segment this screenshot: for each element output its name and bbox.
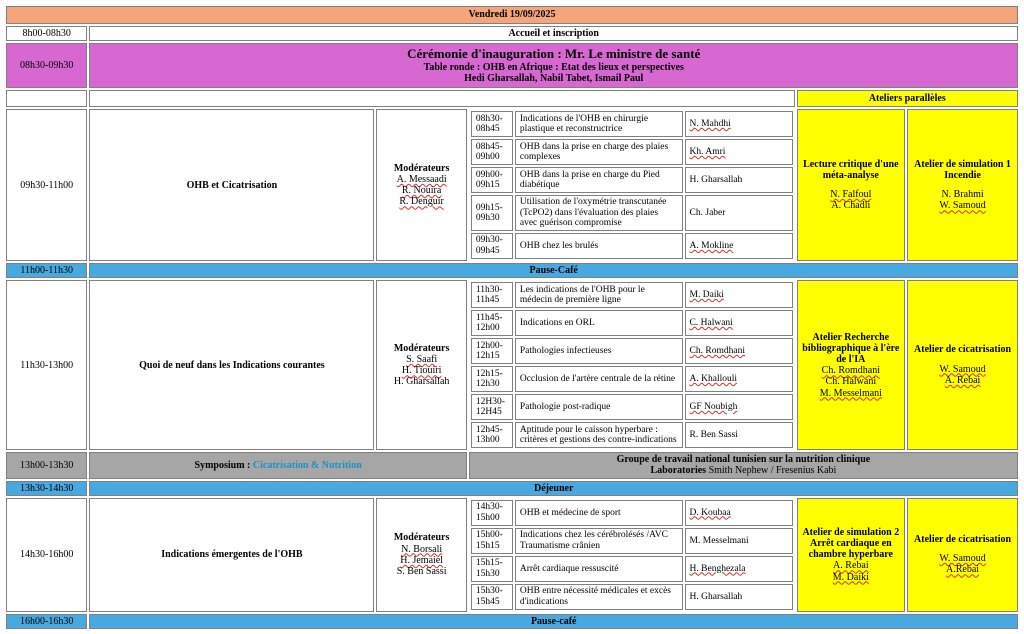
talk-title: OHB chez les brulés [515, 233, 683, 259]
talk-title: Indications de l'OHB en chirurgie plastique et reconstructrice [515, 111, 683, 137]
talk-speaker: GF Noubigh [685, 394, 793, 420]
workshop-name: W. Samoud [939, 553, 986, 565]
talk-speaker: N. Mahdhi [685, 111, 793, 137]
empty-cell [89, 90, 794, 107]
talk-time: 15h15-15h30 [471, 556, 513, 582]
workshop-name: W. Samoud [939, 200, 986, 212]
talks-table [469, 498, 795, 612]
workshop-name: W. Samoud [939, 363, 986, 375]
talk-title: Utilisation de l'oxymétrie transcutanée (TcPO2) dans l'évaluation des plaies avec guérison compromise [515, 195, 683, 231]
workshop-cell [797, 498, 906, 612]
talk-speaker: M. Daiki [685, 282, 793, 308]
talk-time: 09h30-09h45 [471, 233, 513, 259]
workshop-name: A. Chadli [831, 200, 871, 212]
moderator-name: S. Saafi [406, 354, 438, 366]
break-label: Pause-café [89, 614, 1018, 629]
talk-speaker: Kh. Amri [685, 139, 793, 165]
talk-speaker: A. Mokline [685, 233, 793, 259]
symposium-labs: Laboratories Smith Nephew / Fresenius Kabi [650, 465, 837, 477]
time-slot: 11h30-13h00 [6, 280, 87, 450]
ceremony-speakers: Hedi Gharsallah, Nabil Tabet, Ismail Paul [464, 72, 644, 84]
workshop-title: Atelier de simulation 2 Arrêt cardiaque en chambre hyperbare [802, 526, 900, 561]
talk-title: OHB et médecine de sport [515, 500, 683, 526]
time-slot: 08h30-09h30 [6, 43, 87, 88]
workshop-name: N. Brahmi [941, 189, 984, 201]
talk-time: 12h45-13h00 [471, 422, 513, 448]
workshop-title: Atelier de simulation 1 Incendie [914, 158, 1011, 181]
session-title: Quoi de neuf dans les Indications courantes [89, 280, 374, 450]
ceremony-cell [89, 43, 1018, 88]
moderator-name: N. Borsali [401, 543, 443, 555]
talk-time: 12h00-12h15 [471, 338, 513, 364]
talk-time: 12H30-12H45 [471, 394, 513, 420]
talk-title: OHB entre nécessité médicales et excès d'indications [515, 584, 683, 610]
moderator-name: H. Tiouiri [401, 365, 442, 377]
talk-speaker: Ch. Romdhani [685, 338, 793, 364]
symposium-cell [89, 452, 466, 478]
talk-speaker: H. Gharsallah [685, 584, 793, 610]
workshop-name: A. Rebai [944, 374, 981, 386]
talks-cell [469, 280, 795, 450]
talk-title: Pathologies infectieuses [515, 338, 683, 364]
workshop-title: Atelier Recherche bibliographique à l'ère de l'IA [802, 331, 900, 366]
time-slot: 13h30-14h30 [6, 481, 87, 496]
talk-title: OHB dans la prise en charge des plaies complexes [515, 139, 683, 165]
moderator-name: H. Gharsallah [393, 376, 450, 388]
talk-time: 15h30-15h45 [471, 584, 513, 610]
moderators-cell [376, 498, 466, 612]
talk-title: OHB dans la prise en charge du Pied diabétique [515, 167, 683, 193]
workshop-title: Atelier de cicatrisation [914, 344, 1012, 356]
lunch-label: Déjeuner [89, 481, 1018, 496]
moderator-name: R. Nouira [401, 185, 442, 197]
workshop-name: Ch. Romdhani [821, 365, 880, 377]
session-title: OHB et Cicatrisation [89, 109, 374, 261]
talk-speaker: M. Messelmani [685, 528, 793, 554]
empty-cell [6, 90, 87, 107]
talks-table [469, 280, 795, 450]
break-label: Pause-Café [89, 263, 1018, 278]
workshop-title: Atelier de cicatrisation [914, 534, 1012, 546]
talk-time: 09h15-09h30 [471, 195, 513, 231]
workshop-name: N. Falfoul [830, 189, 872, 201]
talk-time: 11h45-12h00 [471, 310, 513, 336]
talk-title: Indications chez les cérébrolésés /AVC Traumatisme crânien [515, 528, 683, 554]
moderator-name: A. Messaadi [396, 173, 447, 185]
talks-cell [469, 109, 795, 261]
ceremony-subtitle: Table ronde : OHB en Afrique : Etat des lieux et perspectives [423, 61, 684, 73]
accueil-label: Accueil et inscription [89, 26, 1018, 41]
workshop-name: M. Daiki [832, 571, 869, 583]
moderator-name: H. Jemaiel [400, 554, 443, 566]
workshop-name: A.Rebai [946, 564, 980, 576]
time-slot: 16h00-16h30 [6, 614, 87, 629]
talks-cell [469, 498, 795, 612]
talk-title: Les indications de l'OHB pour le médecin de première ligne [515, 282, 683, 308]
program-table [4, 4, 1020, 631]
moderators-cell [376, 280, 466, 450]
talk-time: 09h00-09h15 [471, 167, 513, 193]
time-slot: 14h30-16h00 [6, 498, 87, 612]
talk-time: 11h30-11h45 [471, 282, 513, 308]
workshop-cell [907, 109, 1018, 261]
moderators-cell [376, 109, 466, 261]
workshop-name: A. Rebai [833, 560, 869, 572]
program-page [4, 4, 1020, 631]
session-title: Indications émergentes de l'OHB [89, 498, 374, 612]
workshop-title: Lecture critique d'une méta-analyse [803, 158, 899, 181]
moderators-title: Modérateurs [393, 162, 450, 174]
time-slot: 8h00-08h30 [6, 26, 87, 41]
talk-speaker: Ch. Jaber [685, 195, 793, 231]
time-slot: 11h00-11h30 [6, 263, 87, 278]
workshops-header: Ateliers parallèles [797, 90, 1018, 107]
talk-title: Arrêt cardiaque ressuscité [515, 556, 683, 582]
talk-time: 08h30-08h45 [471, 111, 513, 137]
time-slot: 13h00-13h30 [6, 452, 87, 478]
moderator-name: R. Denguir [399, 196, 444, 208]
talks-table [469, 109, 795, 261]
talk-time: 08h45-09h00 [471, 139, 513, 165]
talk-speaker: H. Benghezala [685, 556, 793, 582]
workshop-name: M. Messelmani [819, 387, 882, 399]
talk-speaker: R. Ben Sassi [685, 422, 793, 448]
symposium-label: Symposium : [194, 459, 253, 471]
ceremony-title: Cérémonie d'inauguration : Mr. Le ministre de santé [407, 46, 701, 62]
talk-time: 14h30-15h00 [471, 500, 513, 526]
workshop-cell [907, 280, 1018, 450]
symposium-detail [469, 452, 1018, 478]
talk-speaker: H. Gharsallah [685, 167, 793, 193]
talk-title: Pathologie post-radique [515, 394, 683, 420]
symposium-topic: Cicatrisation & Nutrition [252, 459, 362, 471]
workshop-cell [797, 280, 906, 450]
talk-speaker: A. Khallouli [685, 366, 793, 392]
workshop-name: Ch. Halwani [825, 376, 877, 388]
talk-speaker: C. Halwani [685, 310, 793, 336]
moderators-title: Modérateurs [393, 342, 450, 354]
workshop-cell [907, 498, 1018, 612]
time-slot: 09h30-11h00 [6, 109, 87, 261]
talk-time: 12h15-12h30 [471, 366, 513, 392]
talk-title: Indications en ORL [515, 310, 683, 336]
talk-title: Aptitude pour le caisson hyperbare : critères et gestions des contre-indications [515, 422, 683, 448]
talk-time: 15h00-15h15 [471, 528, 513, 554]
moderator-name: S. Ben Sassi [396, 566, 447, 577]
moderators-title: Modérateurs [393, 532, 450, 544]
symposium-group: Groupe de travail national tunisien sur la nutrition clinique [616, 454, 871, 466]
talk-speaker: D. Koubaa [685, 500, 793, 526]
workshop-cell [797, 109, 906, 261]
talk-title: Occlusion de l'artère centrale de la rétine [515, 366, 683, 392]
day-header: Vendredi 19/09/2025 [6, 6, 1018, 24]
